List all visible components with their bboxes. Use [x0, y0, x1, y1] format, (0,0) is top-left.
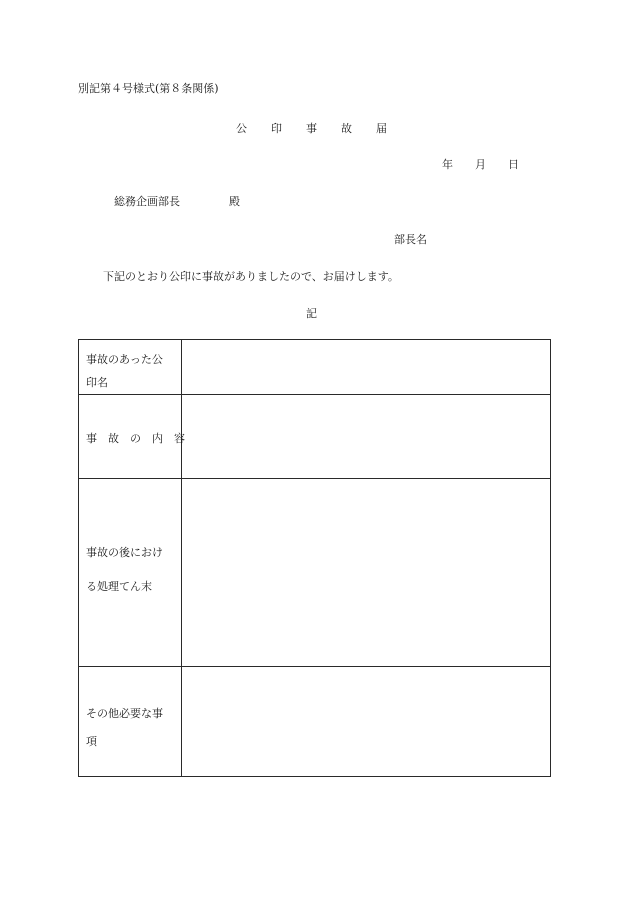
title-char: 印	[271, 122, 282, 135]
table-row-other-items	[79, 667, 550, 777]
ki-heading: 記	[306, 307, 317, 320]
document-title	[236, 120, 387, 136]
addressee: 総務企画部長	[114, 195, 180, 208]
date-day-label: 日	[508, 158, 519, 171]
row-label	[79, 340, 182, 394]
label-line: 事 故 の 内 容	[86, 432, 185, 445]
table-row-seal-name	[79, 340, 550, 395]
title-char: 届	[376, 122, 387, 135]
date-line	[442, 156, 519, 172]
label-line: その他必要な事	[86, 707, 163, 720]
form-number: 別記第４号様式(第８条関係)	[78, 82, 219, 95]
date-month-label: 月	[475, 158, 486, 171]
table-row-subsequent-handling	[79, 479, 550, 667]
label-line: 事故のあった公	[86, 353, 163, 366]
addressee-honorific: 殿	[229, 195, 240, 208]
seal-name-field[interactable]	[182, 340, 550, 394]
title-char: 故	[341, 122, 352, 135]
table-row-accident-content	[79, 395, 550, 479]
row-label	[79, 667, 182, 777]
title-char: 事	[306, 122, 317, 135]
label-line: る処理てん末	[86, 580, 152, 593]
label-line: 事故の後におけ	[86, 546, 163, 559]
sender-label: 部長名	[394, 233, 427, 246]
label-line: 項	[86, 735, 97, 748]
accident-record-table	[78, 339, 551, 777]
date-year-label: 年	[442, 158, 453, 171]
other-items-field[interactable]	[182, 667, 550, 777]
label-line: 印名	[86, 376, 108, 389]
subsequent-handling-field[interactable]	[182, 479, 550, 666]
accident-content-field[interactable]	[182, 395, 550, 478]
title-char: 公	[236, 122, 247, 135]
row-label	[79, 395, 185, 478]
row-label	[79, 479, 182, 666]
intro-text: 下記のとおり公印に事故がありましたので、お届けします。	[103, 270, 399, 283]
